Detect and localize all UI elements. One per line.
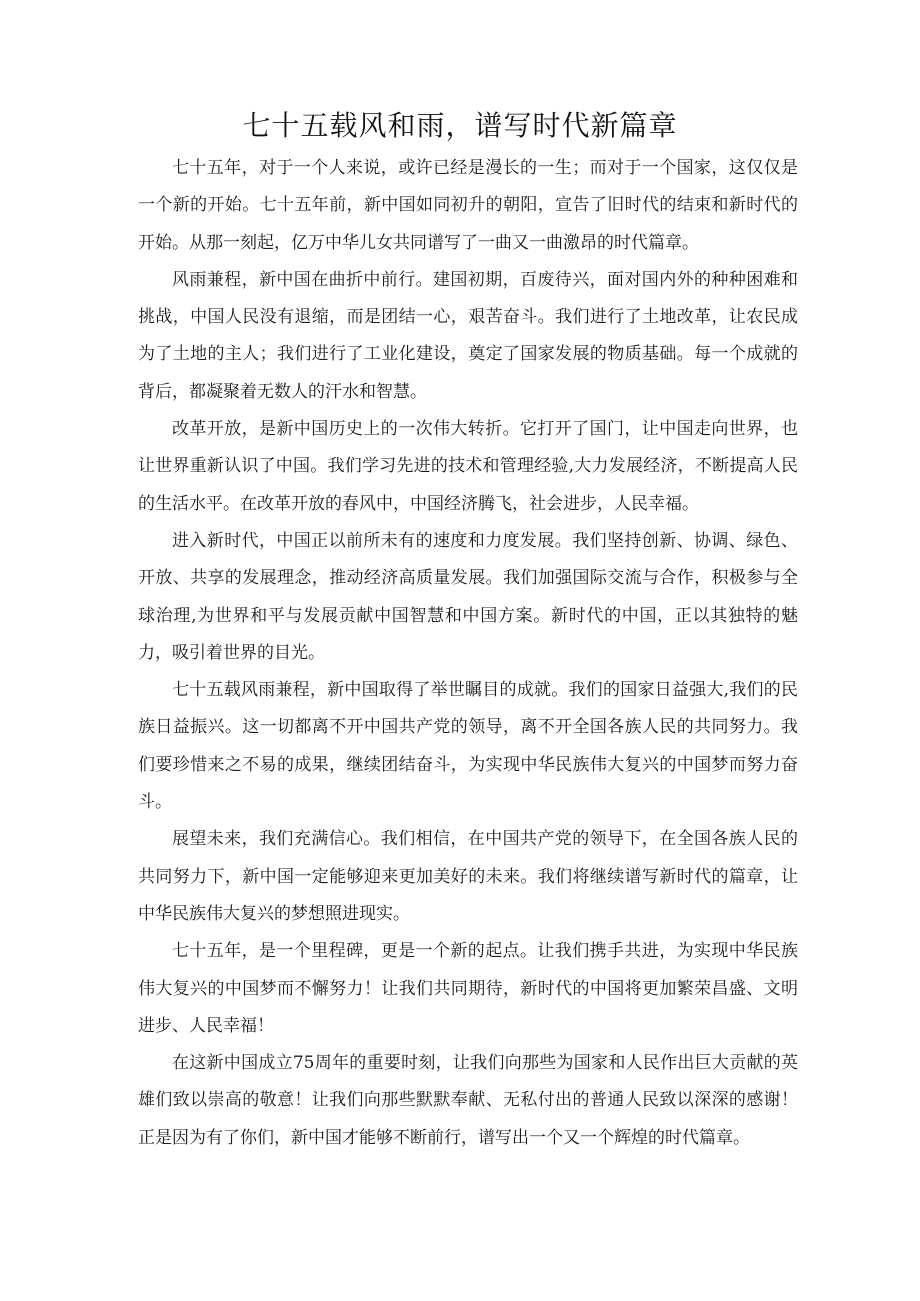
- paragraph-1: 七十五年，对于一个人来说，或许已经是漫长的一生；而对于一个国家，这仅仅是一个新的开始。七十五年前，新中国如同初升的朝阳，宣告了旧时代的结束和新时代的开始。从那一刻起，亿万中华儿女共同谱写了一曲又一曲激昂的时代篇章。: [138, 158, 798, 253]
- paragraph-5: 七十五载风雨兼程，新中国取得了举世瞩目的成就。我们的国家日益强大,我们的民族日益振兴。这一切都离不开中国共产党的领导，离不开全国各族人民的共同努力。我们要珍惜来之不易的成果，继续团结奋斗，为实现中华民族伟大复兴的中国梦而努力奋斗。: [138, 680, 798, 813]
- paragraph-2: 风雨兼程，新中国在曲折中前行。建国初期，百废待兴，面对国内外的种种困难和挑战，中国人民没有退缩，而是团结一心，艰苦奋斗。我们进行了土地改革，让农民成为了土地的主人；我们进行了工业化建设，奠定了国家发展的物质基础。每一个成就的背后，都凝聚着无数人的汗水和智慧。: [138, 269, 798, 402]
- paragraph-8: 在这新中国成立75周年的重要时刻，让我们向那些为国家和人民作出巨大贡献的英雄们致以崇高的敬意！让我们向那些默默奉献、无私付出的普通人民致以深深的感谢！正是因为有了你们，新中国才能够不断前行，谱写出一个又一个辉煌的时代篇章。: [138, 1053, 798, 1148]
- paragraph-3: 改革开放，是新中国历史上的一次伟大转折。它打开了国门，让中国走向世界，也让世界重新认识了中国。我们学习先进的技术和管理经验,大力发展经济，不断提高人民的生活水平。在改革开放的春风中，中国经济腾飞，社会进步，人民幸福。: [138, 419, 798, 514]
- paragraph-6: 展望未来，我们充满信心。我们相信，在中国共产党的领导下，在全国各族人民的共同努力下，新中国一定能够迎来更加美好的未来。我们将继续谱写新时代的篇章，让中华民族伟大复兴的梦想照进现实。: [138, 829, 798, 924]
- paragraph-7: 七十五年，是一个里程碑，更是一个新的起点。让我们携手共进，为实现中华民族伟大复兴的中国梦而不懈努力！让我们共同期待，新时代的中国将更加繁荣昌盛、文明进步、人民幸福！: [138, 941, 798, 1036]
- paragraph-4: 进入新时代，中国正以前所未有的速度和力度发展。我们坚持创新、协调、绿色、开放、共享的发展理念，推动经济高质量发展。我们加强国际交流与合作，积极参与全球治理,为世界和平与发展贡献中国智慧和中国方案。新时代的中国，正以其独特的魅力，吸引着世界的目光。: [138, 530, 798, 663]
- document-title: 七十五载风和雨，谱写时代新篇章: [242, 109, 678, 142]
- document-body: [138, 150, 798, 1157]
